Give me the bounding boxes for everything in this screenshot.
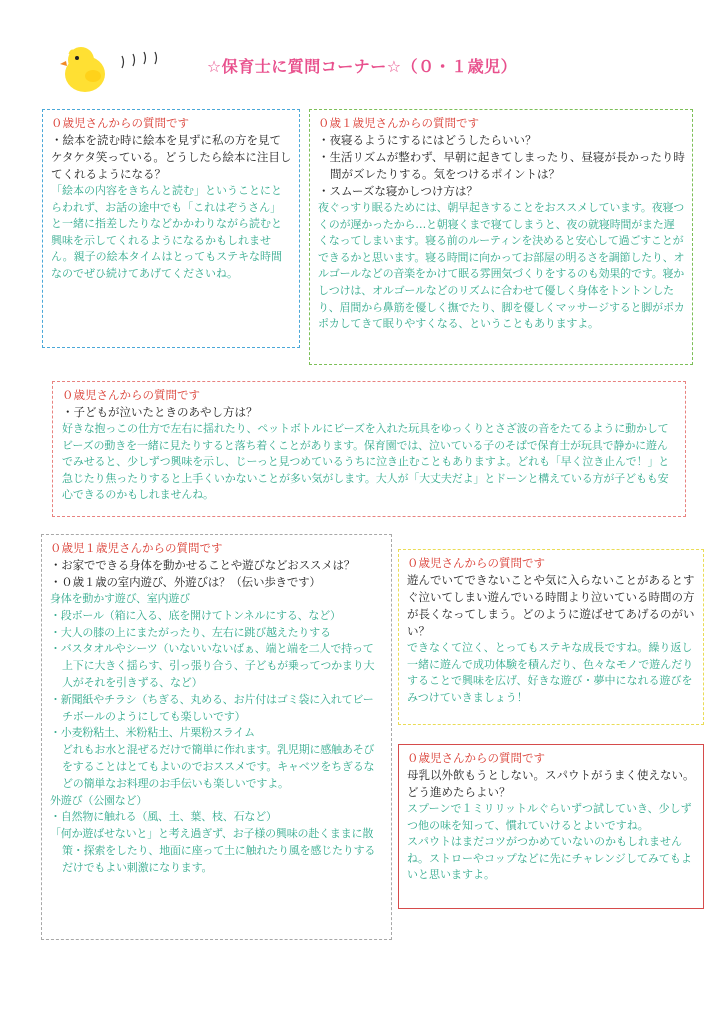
question-text: ・絵本を読む時に絵本を見ずに私の方を見てケタケタ笑っている。どうしたら絵本に注目してくれるようになる？ <box>51 133 292 181</box>
box-heading: ０歳児さんからの質問です <box>62 388 200 402</box>
section-heading: 外遊び（公園など） <box>50 793 148 807</box>
question-text: ・夜寝るようにするにはどうしたらいい？ <box>318 133 537 147</box>
answer-text: 好きな抱っこの仕方で左右に揺れたり、ペットボトルにビーズを入れた玩具をゆっくりとさざ波の音をたてるように動かしてビーズの動きを一緒に見たりすると落ち着くことがあります。保育園では、泣いている子のそばで保育士が玩具で静かに遊んでみせると、少しずつ興味を示し、じーっと見つめているうちに泣き止むこともありますよ。どれも「早く泣き止んで！」と急じたり焦ったりすると上手くいかないことが多い気がします。大人が「大丈夫だよ」とドーンと構えている方が子どもも安心できるのかもしれませんね。 <box>62 422 670 502</box>
qa-box-drinking <box>398 744 704 909</box>
question-text: ・スムーズな寝かしつけ方は？ <box>318 184 478 198</box>
answer-text: 夜ぐっすり眠るためには、朝早起きすることをおススメしています。夜寝つくのが遅かったから…と朝寝くまで寝てしまうと、夜の就寝時間がまた遅くなってしまいます。寝る前のルーティンを決めると安心して過ごすことができるかと思います。寝る時間に向かってお部屋の明るさを調節したり、オルゴールなどの音楽をかけて眠る雰囲気づくりをするのも効果的です。寝かしつけは、オルゴールなどのリズムに合わせて優しく身体をトントンしたり、眉間から鼻筋を優しく撫でたり、脚を優しくマッサージすると脚がポカポカしてきて眠りやすくなる、ということもありますよ。 <box>318 201 685 331</box>
page-title: ☆保育士に質問コーナー☆（０・１歳児） <box>206 57 518 76</box>
list-item: ・自然物に触れる（風、土、葉、枝、石など） <box>50 810 277 824</box>
box-heading: ０歳１歳児さんからの質問です <box>318 116 479 130</box>
qa-box-crying <box>52 381 686 517</box>
answer-text: できなくて泣く、とってもステキな成長ですね。繰り返し一緒に遊んで成功体験を積んだり、色々なモノで遊んだりすることで興味を広げ、好きな遊び・夢中になれる遊びをみつけていきましょう！ <box>407 641 694 704</box>
list-item: ・バスタオルやシーツ（いないいないばぁ、端と端を二人で持って上下に大きく揺らす、引っ張り合う、子どもが乗ってつかまり大人がそれを引きずる、など） <box>50 642 375 689</box>
question-text: 遊んでいてできないことや気に入らないことがあるとすぐ泣いてしまい遊んでいる時間より泣いている時間の方が長くなってしまう。どのように遊ばせてあげるのがいい？ <box>407 573 695 638</box>
list-note: どれもお水と混ぜるだけで簡単に作れます。乳児期に感触あそびをすることはとてもよいのでおススメです。キャベツをちぎるなどの簡単なお料理のお手伝いも楽しいですよ。 <box>62 743 375 790</box>
question-text: 母乳以外飲もうとしない。スパウトがうまく使えない。どう進めたらよい？ <box>407 768 695 799</box>
box-heading: ０歳児１歳児さんからの質問です <box>50 541 223 555</box>
box-heading: ０歳児さんからの質問です <box>407 751 545 765</box>
section-heading: 身体を動かす遊び、室内遊び <box>50 592 190 605</box>
list-item: ・段ボール（箱に入る、底を開けてトンネルにする、など） <box>50 608 341 622</box>
box-heading: ０歳児さんからの質問です <box>51 116 189 130</box>
qa-box-sleep <box>309 109 693 365</box>
list-item: ・新聞紙やチラシ（ちぎる、丸める、お片付はゴミ袋に入れてビーチボールのようにしても楽しいです） <box>50 692 374 723</box>
question-text: ・生活リズムが整わず、早朝に起きてしまったり、昼寝が長かったり時間がズレたりする。気をつけるポイントは？ <box>318 150 685 181</box>
answer-text: 「何か遊ばせないと」と考え過ぎず、お子様の興味の赴くままに散策・探索をしたり、地面に座って土に触れたり風を感じたりするだけでもよい刺激になります。 <box>50 827 376 874</box>
box-heading: ０歳児さんからの質問です <box>407 556 545 570</box>
answer-text: 「絵本の内容をきちんと読む」ということにとらわれず、お話の途中でも「これはぞうさん」と一緒に指差したりなどかかわりながら読むと興味を示してくれるようになるかもしれません。親子の絵本タイムはとってもステキな時間なのでぜひ続けてあげてくださいね。 <box>51 184 282 280</box>
qa-box-play <box>41 534 392 940</box>
question-text: ・０歳１歳の室内遊び、外遊びは？（伝い歩きです） <box>50 575 321 589</box>
list-item: ・大人の膝の上にまたがったり、左右に跳び越えたりする <box>50 625 331 639</box>
qa-box-picture-book <box>42 109 300 348</box>
qa-box-frustration <box>398 549 704 725</box>
answer-text: スパウトはまだコツがつかめていないのかもしれませんね。ストローやコップなどに先にチャレンジしてみてもよいと思いますよ。 <box>407 835 692 882</box>
list-item: ・小麦粉粘土、米粉粘土、片栗粉スライム <box>50 726 255 740</box>
question-text: ・お家でできる身体を動かせることや遊びなどおススメは？ <box>50 558 356 572</box>
question-text: ・子どもが泣いたときのあやし方は？ <box>62 405 258 419</box>
answer-text: スプーンで１ミリリットルぐらいずつ試していき、少しずつ他の味を知って、慣れていけるとよいですね。 <box>407 802 692 832</box>
